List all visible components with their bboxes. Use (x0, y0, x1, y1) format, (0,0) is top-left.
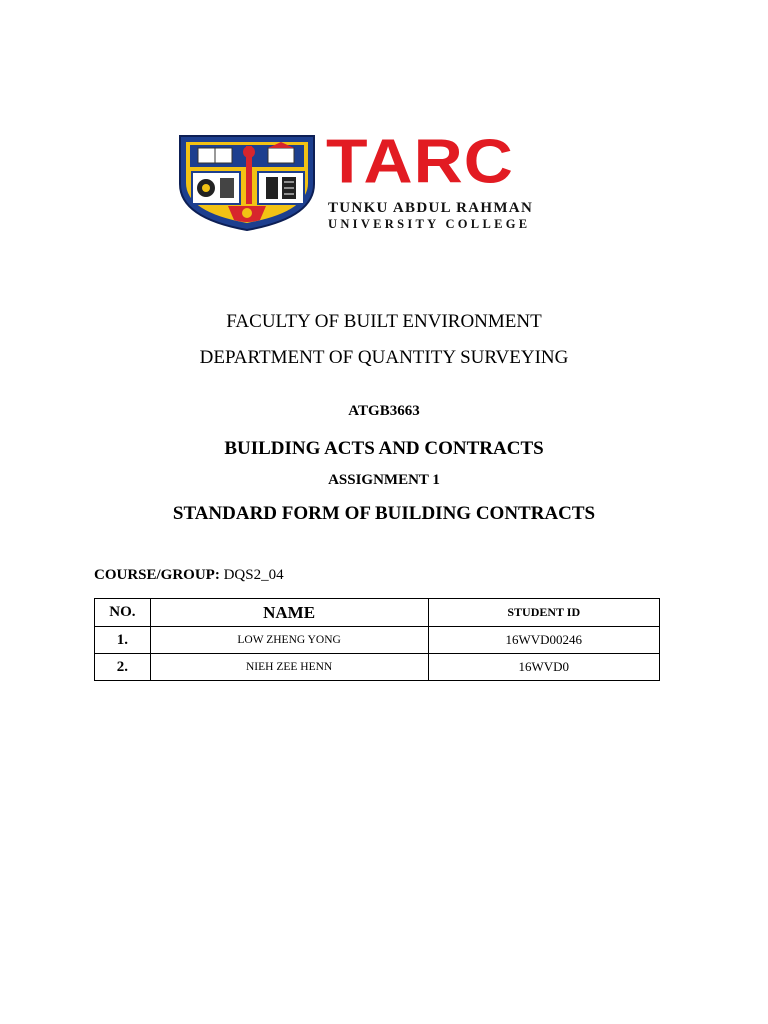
table-row (95, 627, 660, 654)
assignment-number: ASSIGNMENT 1 (328, 472, 440, 488)
university-name-line2: UNIVERSITY COLLEGE (328, 217, 531, 231)
course-title: BUILDING ACTS AND CONTRACTS (224, 438, 544, 459)
course-group-value: DQS2_04 (223, 567, 284, 583)
tarc-wordmark-text: TARC (326, 126, 514, 197)
faculty-heading: FACULTY OF BUILT ENVIRONMENT (226, 311, 542, 332)
university-crest-icon (176, 132, 318, 232)
header-student-id: STUDENT ID (428, 599, 660, 627)
tarc-logo (176, 126, 596, 232)
course-group-label: COURSE/GROUP: (94, 567, 220, 583)
table-row (95, 654, 660, 681)
tarc-wordmark (326, 126, 596, 232)
department-heading: DEPARTMENT OF QUANTITY SURVEYING (199, 347, 569, 368)
members-table (94, 598, 660, 681)
header-name: NAME (150, 599, 428, 627)
course-code: ATGB3663 (348, 403, 420, 419)
table-header-row (95, 599, 660, 627)
cell-name: LOW ZHENG YONG (150, 627, 428, 654)
university-name-line1: TUNKU ABDUL RAHMAN (328, 200, 534, 216)
course-group (94, 567, 284, 584)
cell-no: 2. (95, 654, 151, 681)
cell-student-id: 16WVD00246 (428, 627, 660, 654)
cell-no: 1. (95, 627, 151, 654)
cell-student-id: 16WVD0 (428, 654, 660, 681)
header-no: NO. (95, 599, 151, 627)
assignment-title: STANDARD FORM OF BUILDING CONTRACTS (172, 503, 596, 524)
cell-name: NIEH ZEE HENN (150, 654, 428, 681)
